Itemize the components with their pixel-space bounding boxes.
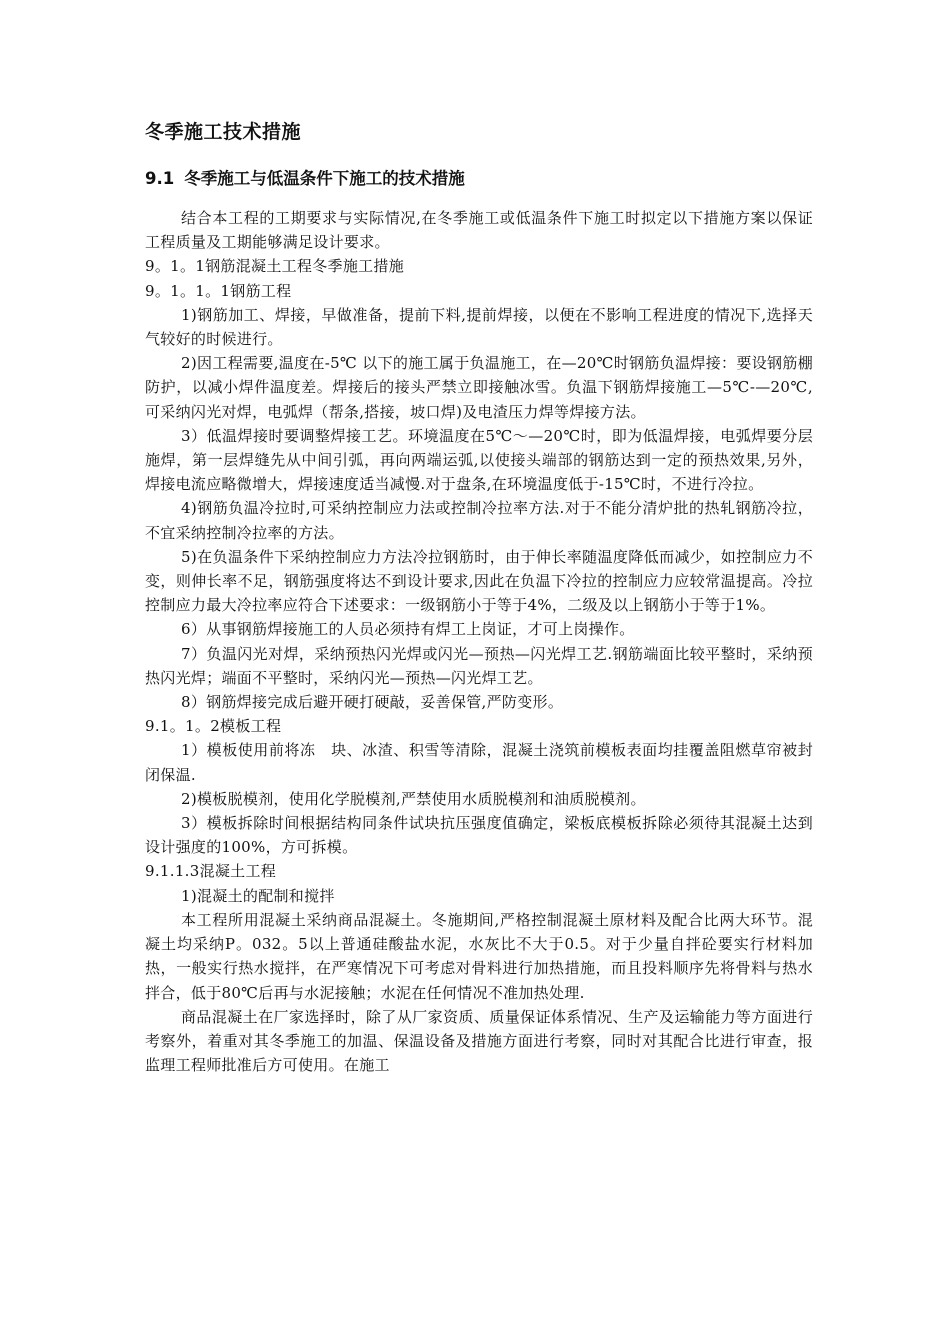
section-heading: [145, 166, 813, 192]
rebar-item: 2)因工程需要,温度在-5℃ 以下的施工属于负温施工，在—20℃时钢筋负温焊接：要设钢筋棚防护，以减小焊件温度差。焊接后的接头严禁立即接触冰雪。负温下钢筋焊接施工—5℃-—20℃,可采纳闪光对焊，电弧焊（帮条,搭接，坡口焊)及电渣压力焊等焊接方法。: [145, 354, 813, 421]
rebar-item: 3）低温焊接时要调整焊接工艺。环境温度在5℃～—20℃时，即为低温焊接，电弧焊要分层施焊，第一层焊缝先从中间引弧，再向两端运弧,以使接头端部的钢筋达到一定的预热效果,另外，焊接电流应略微增大，焊接速度适当减慢.对于盘条,在环境温度低于-15℃时，不进行冷拉。: [145, 426, 813, 494]
heading-9-1-1-3: 9.1.1.3混凝土工程: [145, 862, 277, 881]
concrete-subheading: 1)混凝土的配制和搅拌: [181, 886, 335, 905]
heading-9-1-1-2: 9.1。1。2模板工程: [145, 717, 282, 736]
rebar-item: 7）负温闪光对焊，采纳预热闪光焊或闪光—预热—闪光焊工艺.钢筋端面比较平整时，采纳预热闪光焊；端面不平整时，采纳闪光—预热—闪光焊工艺。: [145, 644, 813, 687]
rebar-item: 1)钢筋加工、焊接，早做准备，提前下料,提前焊接，以便在不影响工程进度的情况下,选择天气较好的时候进行。: [145, 305, 813, 349]
formwork-item: 1）模板使用前将冻 块、冰渣、积雪等清除，混凝土浇筑前模板表面均挂覆盖阻燃草帘被封闭保温.: [145, 741, 813, 784]
concrete-paragraph: 本工程所用混凝土采纳商品混凝土。冬施期间,严格控制混凝土原材料及配合比两大环节。混凝土均采纳P。032。5以上普通硅酸盐水泥，水灰比不大于0.5。对于少量自拌砼要实行材料加热，一般实行热水搅拌，在严寒情况下可考虑对骨料进行加热措施，而且投料顺序先将骨料与热水拌合，低于80℃后再与水泥接触；水泥在任何情况不准加热处理.: [145, 910, 813, 1002]
section-title: 冬季施工与低温条件下施工的技术措施: [184, 169, 465, 188]
document-title: 冬季施工技术措施: [145, 121, 302, 143]
heading-9-1-1-1: 9。1。1。1钢筋工程: [145, 281, 292, 300]
rebar-item: 4)钢筋负温冷拉时,可采纳控制应力法或控制冷拉率方法.对于不能分清炉批的热轧钢筋冷拉，不宜采纳控制冷拉率的方法。: [145, 499, 813, 542]
concrete-paragraph: 商品混凝土在厂家选择时，除了从厂家资质、质量保证体系情况、生产及运输能力等方面进行考察外，着重对其冬季施工的加温、保温设备及措施方面进行考察，同时对其配合比进行审查，报监理工程师批准后方可使用。在施工: [145, 1007, 813, 1075]
heading-9-1-1: 9。1。1钢筋混凝土工程冬季施工措施: [145, 257, 405, 276]
formwork-item: 3）模板拆除时间根据结构同条件试块抗压强度值确定，梁板底模板拆除必须待其混凝土达到设计强度的100%，方可拆模。: [145, 814, 813, 857]
intro-paragraph: 结合本工程的工期要求与实际情况,在冬季施工或低温条件下施工时拟定以下措施方案以保证工程质量及工期能够满足设计要求。: [145, 209, 813, 252]
document-page: [145, 118, 813, 1077]
rebar-item: 8）钢筋焊接完成后避开硬打硬敲，妥善保管,严防变形。: [181, 693, 564, 712]
section-number: 9.1: [145, 169, 175, 188]
rebar-item: 6）从事钢筋焊接施工的人员必须持有焊工上岗证，才可上岗操作。: [181, 620, 635, 639]
rebar-item: 5)在负温条件下采纳控制应力方法冷拉钢筋时，由于伸长率随温度降低而减少，如控制应力不变，则伸长率不足，钢筋强度将达不到设计要求,因此在负温下冷拉的控制应力应较常温提高。冷拉控制应力最大冷拉率应符合下述要求：一级钢筋小于等于4%，二级及以上钢筋小于等于1%。: [145, 547, 813, 615]
formwork-item: 2)模板脱模剂，使用化学脱模剂,严禁使用水质脱模剂和油质脱模剂。: [181, 789, 646, 808]
